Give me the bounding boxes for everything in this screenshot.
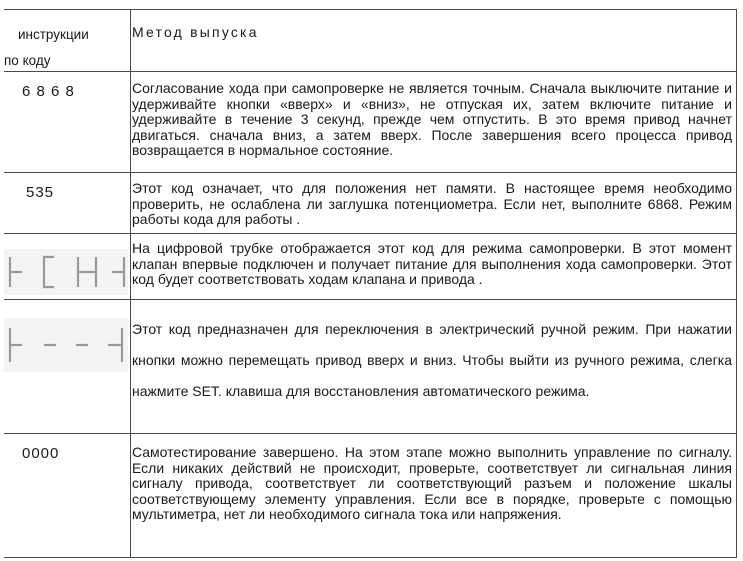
code-535: 535 [26,184,55,201]
description-0000: Самотестирование завершено. На этом этапе можно выполнить управление по сигналу. Если никаких действий не происходит, проверьте, соответствует ли сигнальная линия сигналу привода, соответствует ли соответствующий разъем и положение шкалы соответствующему элементу управления. Если все в порядке, проверьте с помощью мультиметра, нет ли необходимого сигнала тока или напряжения. [132,444,732,523]
code-column-header [4,22,132,74]
column-divider [130,9,131,557]
segment-display-hch [4,249,128,295]
description-6868: Согласование хода при самопроверке не является точным. Сначала выключите питание и удерживайте кнопки «вверх» и «вниз», не отпуская их, затем включите питание и удерживайте в течение 3 секунд, прежде чем отпустить. В это время привод начнет двигаться. сначала вниз, а затем вверх. После завершения всего процесса привод возвращается в нормальное состояние. [132,80,732,159]
code-header-line2: по коду [4,53,51,68]
code-6868: 6 8 6 8 [22,83,75,100]
method-column-header: Метод выпуска [132,24,259,40]
row-divider [4,433,737,434]
row-divider [4,172,737,173]
segment-display-dashes [4,318,128,372]
description-hch: На цифровой трубке отображается этот код для режима самопроверки. В этот момент клапан впервые подключен и получает питание для выполнения хода самопроверки. Этот код будет соответствовать ходам клапана и привода . [132,240,732,288]
row-divider [4,299,737,300]
row-divider [4,233,737,234]
table-border-bottom [4,557,737,558]
dashes-segment-icon [4,318,128,372]
description-535: Этот код означает, что для положения нет памяти. В настоящее время необходимо проверить, не ослаблена ли заглушка потенциометра. Если нет, выполните 6868. Режим работы кода для работы . [132,180,732,228]
table-border-right [736,9,737,557]
description-dashes: Этот код предназначен для переключения в электрический ручной режим. При нажатии кнопки можно перемещать привод вверх и вниз. Чтобы выйти из ручного режима, слегка нажмите SET. клавиша для восстановления автоматического режима. [132,321,732,399]
code-header-line1: инструкции [18,27,89,42]
hch-segment-icon [4,249,128,295]
table-border-top [4,9,737,10]
code-0000: 0000 [22,445,60,462]
